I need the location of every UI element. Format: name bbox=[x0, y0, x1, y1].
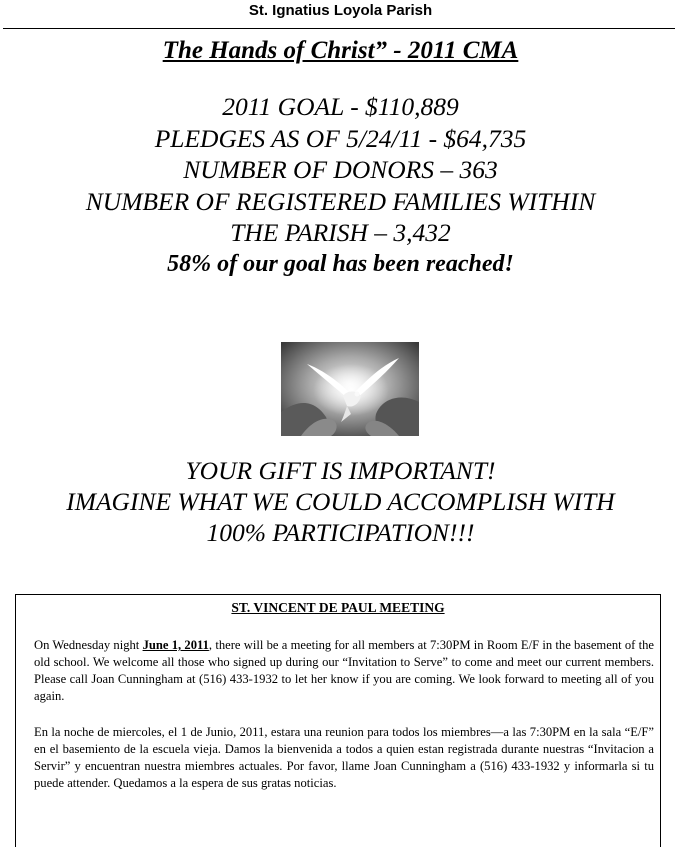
svdp-title: ST. VINCENT DE PAUL MEETING bbox=[231, 600, 445, 615]
svdp-english-paragraph bbox=[34, 637, 654, 705]
donors-line: NUMBER OF DONORS – 363 bbox=[183, 155, 498, 184]
header-divider bbox=[3, 28, 675, 29]
goal-line: 2011 GOAL - $110,889 bbox=[222, 92, 459, 121]
dove-hands-icon bbox=[281, 342, 419, 436]
svdp-meeting-box bbox=[15, 594, 661, 847]
svdp-spanish-paragraph: En la noche de miercoles, el 1 de Junio, 2011, estara una reunion para todos los miembres—a las 7:30PM en la sala “E/F” en el basemiento de la escuela vieja. Damos la bienvenida a todos a quien estan registrada durante nuestras “Invitacion a Servir” y encuentran nuestra miembres actuales. Por favor, llame Joan Cunningham a (516) 433-1932 y informarla si tu puede attender. Quedamos a la espera de sus gratas noticias. bbox=[34, 725, 654, 790]
meeting-date: June 1, 2011 bbox=[142, 638, 209, 652]
pledges-line: PLEDGES AS OF 5/24/11 - $64,735 bbox=[154, 123, 527, 153]
dove-hands-image bbox=[281, 342, 419, 436]
cma-title: The Hands of Christ” - 2011 CMA bbox=[162, 37, 519, 64]
appeal-line-1: YOUR GIFT IS IMPORTANT! bbox=[185, 456, 496, 485]
appeal-message bbox=[0, 455, 681, 548]
appeal-line-2: IMAGINE WHAT WE COULD ACCOMPLISH WITH bbox=[66, 487, 615, 516]
families-line-2: THE PARISH – 3,432 bbox=[230, 218, 451, 247]
goal-reached-line: 58% of our goal has been reached! bbox=[167, 250, 514, 277]
parish-header: St. Ignatius Loyola Parish bbox=[248, 2, 433, 19]
svdp-en-intro: On Wednesday night bbox=[34, 638, 143, 652]
svdp-en-body: , there will be a meeting for all members at 7:30PM in Room E/F in the basement of the old school. We welcome all those who signed up during our “Invitation to Serve” to come and meet our current members. Please call Joan Cunningham at (516) 433-1932 to let her know if you are coming. We look forward to meeting all of you again. bbox=[34, 638, 655, 703]
cma-stats bbox=[0, 91, 681, 280]
families-line-1: NUMBER OF REGISTERED FAMILIES WITHIN bbox=[85, 186, 596, 216]
appeal-line-3: 100% PARTICIPATION!!! bbox=[206, 518, 475, 547]
